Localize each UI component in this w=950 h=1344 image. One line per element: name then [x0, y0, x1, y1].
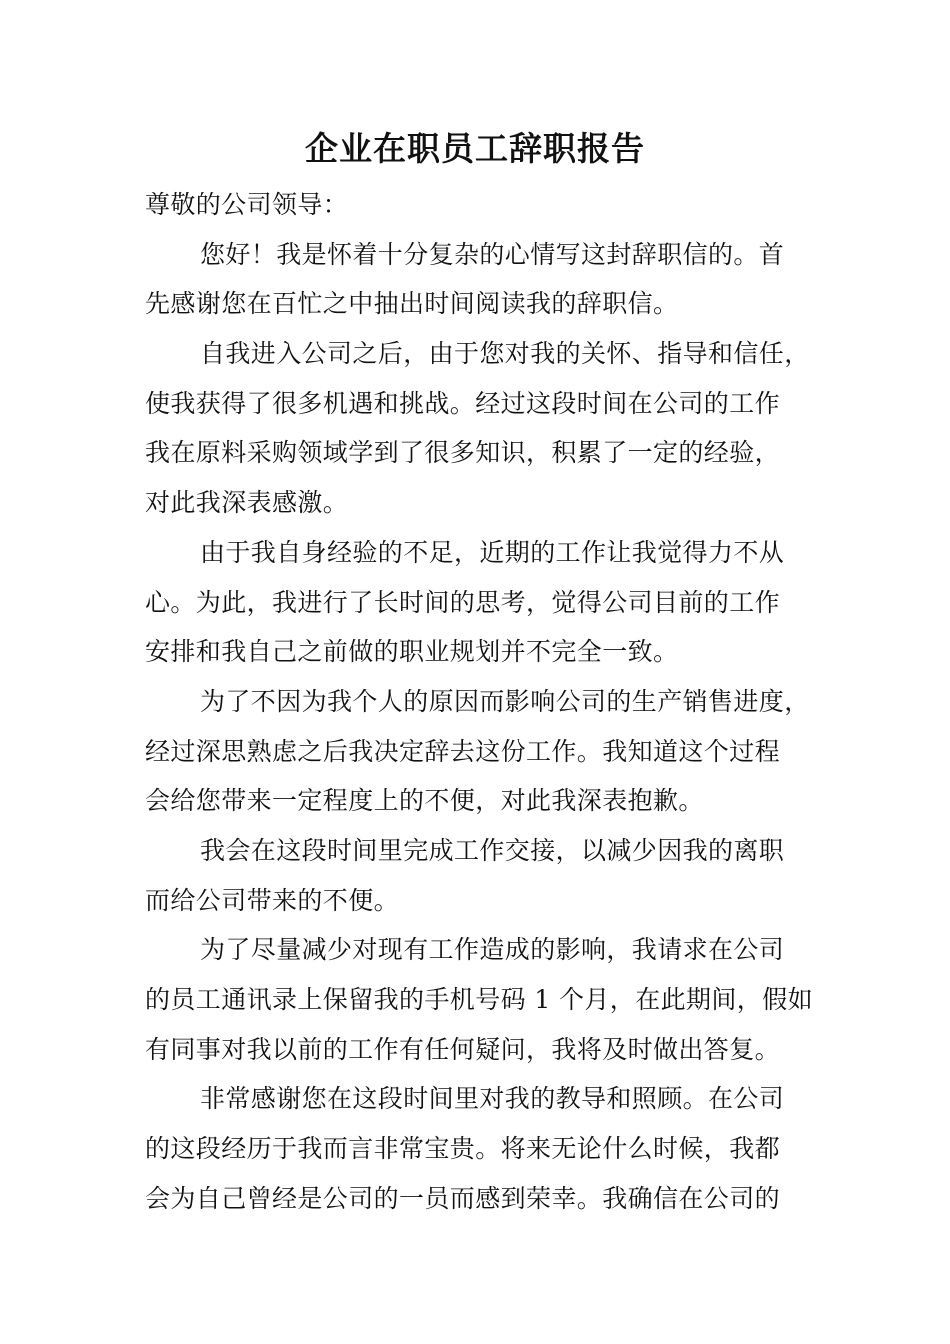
paragraph-4-line: 会给您带来一定程度上的不便，对此我深表抱歉。: [145, 786, 704, 816]
paragraph-1-line: 先感谢您在百忙之中抽出时间阅读我的辞职信。: [145, 289, 679, 319]
document-title: 企业在职员工辞职报告: [305, 129, 645, 168]
paragraph-4-line: 为了不因为我个人的原因而影响公司的生产销售进度，: [200, 686, 810, 716]
document-body: [145, 180, 815, 1223]
paragraph-6-line: 为了尽量减少对现有工作造成的影响，我请求在公司: [200, 935, 785, 965]
paragraph-3-line: 心。为此，我进行了长时间的思考，觉得公司目前的工作: [145, 587, 781, 617]
paragraph-3-line: 安排和我自己之前做的职业规划并不完全一致。: [145, 637, 679, 667]
paragraph-1-line: 您好！我是怀着十分复杂的心情写这封辞职信的。首: [200, 239, 785, 269]
paragraph-2-line: 自我进入公司之后，由于您对我的关怀、指导和信任，: [200, 339, 810, 369]
paragraph-4-line: 经过深思熟虑之后我决定辞去这份工作。我知道这个过程: [145, 736, 781, 766]
paragraph-6-line: 的员工通讯录上保留我的手机号码 1 个月，在此期间，假如: [145, 985, 814, 1014]
paragraph-2-line: 我在原料采购领域学到了很多知识，积累了一定的经验，: [145, 438, 781, 468]
salutation: 尊敬的公司领导：: [145, 190, 349, 219]
paragraph-5-line: 而给公司带来的不便。: [145, 885, 400, 915]
paragraph-2-line: 使我获得了很多机遇和挑战。经过这段时间在公司的工作: [145, 388, 781, 418]
paragraph-6-line: 有同事对我以前的工作有任何疑问，我将及时做出答复。: [145, 1034, 781, 1064]
paragraph-7-line: 的这段经历于我而言非常宝贵。将来无论什么时候，我都: [145, 1134, 781, 1164]
paragraph-7-line: 非常感谢您在这段时间里对我的教导和照顾。在公司: [200, 1084, 785, 1114]
paragraph-3-line: 由于我自身经验的不足，近期的工作让我觉得力不从: [200, 537, 785, 567]
paragraph-7-line: 会为自己曾经是公司的一员而感到荣幸。我确信在公司的: [145, 1183, 781, 1213]
paragraph-5-line: 我会在这段时间里完成工作交接，以减少因我的离职: [200, 835, 785, 865]
paragraph-2-line: 对此我深表感激。: [145, 488, 349, 518]
